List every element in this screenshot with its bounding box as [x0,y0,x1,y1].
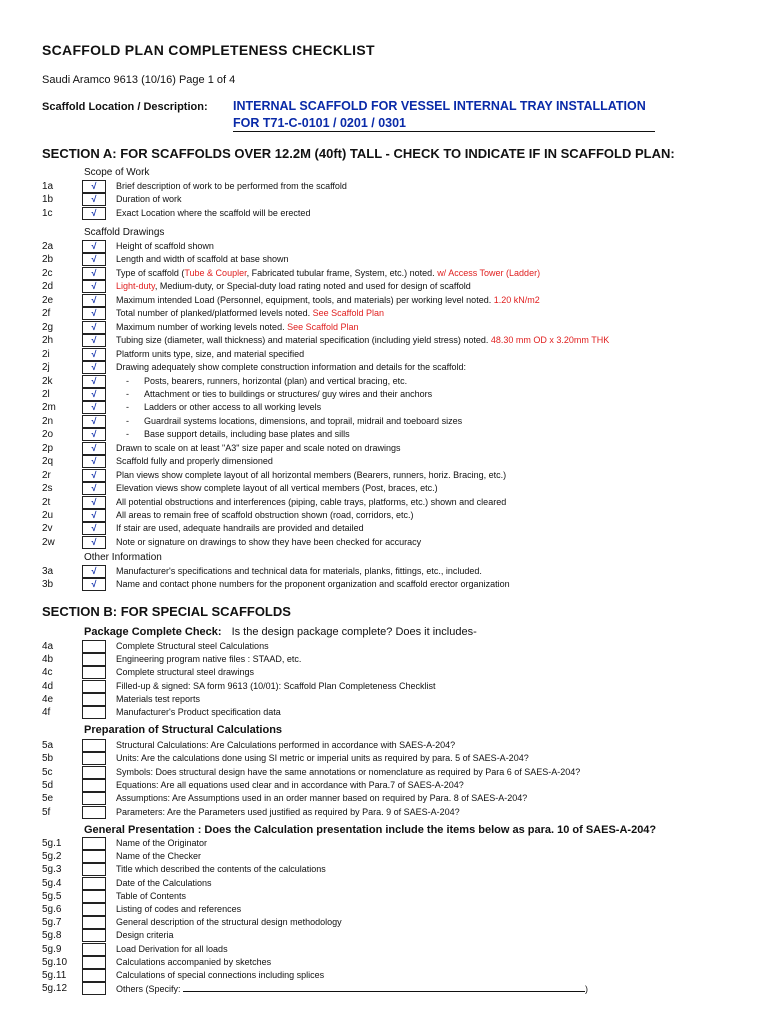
checklist-row [0,903,768,916]
checklist-row [0,307,768,320]
item-text: Title which described the contents of the calculations [116,864,326,875]
item-number: 4e [42,693,54,705]
item-number: 5d [42,779,54,791]
checkbox[interactable]: √ [82,578,106,591]
section-b-title: SECTION B: FOR SPECIAL SCAFFOLDS [42,604,291,619]
item-number: 5b [42,753,54,765]
checklist-row [0,267,768,280]
checklist-row [0,943,768,956]
item-text: Exact Location where the scaffold will be erected [116,207,311,218]
general-presentation-heading: General Presentation : Does the Calculation presentation include the items below as para. 10 of SAES-A-204? [84,824,657,836]
item-number: 5g.3 [42,864,62,876]
checkbox[interactable] [82,956,106,969]
item-dash: - [126,402,129,413]
item-text: Structural Calculations: Are Calculations performed in accordance with SAES-A-204? [116,740,456,750]
item-number: 2r [42,469,51,481]
item-text: Design criteria [116,930,174,941]
item-text: - Ladders or other access to all working levels [126,402,322,413]
item-dash: - [126,375,129,386]
item-text: All areas to remain free of scaffold obstruction shown (road, corridors, etc.) [116,510,414,520]
item-text: Equations: Are all equations used clear and in accordance with Para.7 of SAES-A-204? [116,779,464,790]
item-number: 1c [42,207,53,219]
checklist-row [0,348,768,361]
location-label: Scaffold Location / Description: [42,101,208,113]
item-number: 5g.6 [42,904,62,915]
item-number: 5g.1 [42,838,62,849]
specify-input[interactable] [183,982,585,992]
checklist-row [0,509,768,522]
location-description-line2[interactable]: FOR T71-C-0101 / 0201 / 0301 [233,116,655,132]
item-number: 5g.9 [42,943,62,955]
item-text-part: , Medium-duty, or Special-duty load rating noted and used for design of scaffold [154,281,471,292]
item-number: 2u [42,510,54,521]
item-number: 5a [42,740,54,751]
item-number: 2h [42,335,54,347]
plan-value-note: See Scaffold Plan [312,308,385,319]
item-number: 5e [42,793,54,805]
item-number: 5f [42,806,51,818]
item-text: Load Derivation for all loads [116,943,228,954]
checkbox[interactable]: √ [82,267,106,280]
item-number: 5g.4 [42,877,62,889]
checklist-row [0,680,768,693]
checkbox[interactable]: √ [82,348,106,361]
checkbox[interactable] [82,903,106,916]
item-text: Units: Are the calculations done using SI metric or imperial units as required by para. 5 of SAES-A-204? [116,753,529,764]
item-text [116,307,384,320]
item-text: Date of the Calculations [116,877,212,888]
item-text: If stair are used, adequate handrails are provided and detailed [116,523,364,534]
item-text: Elevation views show complete layout of all vertical members (Post, braces, etc.) [116,483,438,494]
checklist-row [0,706,768,719]
item-number: 5g.8 [42,930,62,942]
item-number: 2k [42,375,53,387]
item-number: 4c [42,667,53,679]
checklist-row [0,565,768,578]
item-text-part: Type of scaffold ( [116,267,185,278]
item-text-part: Maximum number of working levels noted. [116,321,288,332]
checklist-row [0,863,768,876]
checkbox[interactable] [82,837,106,850]
checkbox[interactable] [82,890,106,903]
checklist-row [0,280,768,293]
item-number: 5g.11 [42,970,67,981]
item-number: 2f [42,308,51,320]
item-text: Assumptions: Are Assumptions used in an order manner based on required by Para. 8 of SAES-A-204? [116,793,528,804]
item-text: All potential obstructions and interferences (piping, cable trays, platforms, etc.) shown and cleared [116,496,507,507]
checkbox[interactable] [82,752,106,765]
item-text [116,267,540,280]
checklist-row [0,401,768,414]
checkbox[interactable] [82,943,106,956]
item-number: 2v [42,523,53,535]
group-heading: Other Information [84,552,162,563]
checkbox[interactable]: √ [82,536,106,549]
item-text: Calculations of special connections including splices [116,970,325,980]
checkbox[interactable]: √ [82,565,106,578]
item-number: 5g.12 [42,983,68,995]
item-number: 2g [42,321,54,333]
item-text: - Posts, bearers, runners, horizontal (plan) and vertical bracing, etc. [126,375,408,386]
plan-value-note: 1.20 kN/m2 [493,294,540,305]
checklist-row [0,240,768,253]
checkbox[interactable] [82,640,106,653]
checkbox[interactable]: √ [82,240,106,253]
package-check-question: Is the design package complete? Does it includes- [231,626,477,638]
checklist-row [0,956,768,969]
checkbox[interactable] [82,982,106,995]
package-check-heading [84,626,477,638]
section-a-title: SECTION A: FOR SCAFFOLDS OVER 12.2M (40ft) TALL - CHECK TO INDICATE IF IN SCAFFOLD PLAN: [42,146,675,161]
checklist-row [0,253,768,266]
checklist-row [0,877,768,890]
checklist-row [0,361,768,374]
checklist-row [0,890,768,903]
item-dash: - [126,415,129,426]
item-text: Symbols: Does structural design have the same annotations or nomenclature as required by Para 6 of SAES-A-204? [116,766,581,777]
checkbox[interactable]: √ [82,253,106,266]
item-number: 2i [42,348,50,360]
checklist-row [0,455,768,468]
checklist-row [0,415,768,428]
item-number: 2q [42,456,54,468]
checklist-row [0,375,768,388]
item-text: Manufacturer's specifications and technical data for materials, planks, fittings, etc., included. [116,566,482,576]
item-number: 5c [42,766,53,778]
form-reference: Saudi Aramco 9613 (10/16) Page 1 of 4 [42,74,236,86]
item-text-part: Total number of planked/platformed levels noted. [116,308,313,319]
checklist-row [0,536,768,549]
checklist-row [0,837,768,850]
checkbox[interactable]: √ [82,280,106,293]
checkbox[interactable] [82,916,106,929]
item-number: 4d [42,680,54,692]
group-heading: Scaffold Drawings [84,227,165,238]
checkbox[interactable] [82,792,106,805]
item-number: 2o [42,429,54,441]
checkbox[interactable] [82,929,106,942]
checklist-row [0,653,768,666]
item-number: 2a [42,241,54,252]
item-number: 1a [42,181,54,192]
item-number: 2l [42,388,50,400]
item-text: Duration of work [116,194,182,205]
item-number: 2s [42,483,53,495]
checklist-row [0,442,768,455]
checkbox[interactable]: √ [82,361,106,374]
item-text-part: , Fabricated tubular frame, System, etc.) noted. [246,267,438,278]
checkbox[interactable]: √ [82,334,106,347]
item-text: Listing of codes and references [116,904,242,914]
checkbox[interactable]: √ [82,455,106,468]
item-number: 3b [42,579,54,591]
item-text [116,294,540,307]
page-title: SCAFFOLD PLAN COMPLETENESS CHECKLIST [42,42,375,58]
checklist-row [0,850,768,863]
item-text: Filled-up & signed: SA form 9613 (10/01): Scaffold Plan Completeness Checklist [116,680,436,691]
item-number: 2j [42,362,50,374]
item-number: 2p [42,442,54,454]
checklist-row [0,482,768,495]
item-text: Materials test reports [116,693,201,704]
checklist-row [0,469,768,482]
checkbox[interactable] [82,850,106,863]
group-heading: Scope of Work [84,167,150,178]
item-text: Length and width of scaffold at base shown [116,254,289,265]
location-description-line1[interactable]: INTERNAL SCAFFOLD FOR VESSEL INTERNAL TRAY INSTALLATION [233,99,646,113]
item-number: 4f [42,707,51,718]
checklist-row [0,578,768,591]
checkbox[interactable] [82,739,106,752]
checkbox[interactable]: √ [82,415,106,428]
item-text-part: Maximum intended Load (Personnel, equipment, tools, and materials) per working level noted. [116,294,494,305]
checkbox[interactable]: √ [82,482,106,495]
item-text: - Guardrail systems locations, dimensions, and toprail, midrail and toeboard sizes [126,415,463,426]
item-number: 2b [42,254,54,266]
item-number: 4a [42,641,54,652]
item-text [116,334,609,347]
item-text: Plan views show complete layout of all horizontal members (Bearers, runners, horiz. Bracing, etc.) [116,469,507,480]
checklist-row [0,969,768,982]
item-number: 2c [42,267,53,279]
checkbox[interactable] [82,666,106,679]
item-number: 4b [42,654,54,666]
plan-value-note: 48.30 mm OD x 3.20mm THK [490,335,610,346]
checkbox[interactable]: √ [82,388,106,401]
item-number: 3a [42,566,54,577]
item-number: 2e [42,294,54,306]
item-text: Height of scaffold shown [116,241,214,251]
item-text: Name of the Originator [116,838,208,848]
item-text-part: Tubing size (diameter, wall thickness) and material specification (including yield stress) noted. [116,335,491,346]
checkbox[interactable] [82,969,106,982]
checkbox[interactable]: √ [82,307,106,320]
item-number: 5g.7 [42,917,62,929]
checkbox[interactable]: √ [82,180,106,193]
item-text: Platform units type, size, and material specified [116,348,305,359]
checklist-row [0,916,768,929]
checkbox[interactable] [82,779,106,792]
item-text: Note or signature on drawings to show they have been checked for accuracy [116,536,422,547]
checklist-row [0,693,768,706]
checklist-row [0,739,768,752]
item-dash: - [126,429,129,440]
package-check-label: Package Complete Check: [84,626,222,638]
item-number: 2d [42,281,54,293]
item-text: Name of the Checker [116,851,202,862]
item-number: 5g.10 [42,956,68,968]
checkbox[interactable]: √ [82,428,106,441]
checkbox[interactable] [82,877,106,890]
checkbox[interactable]: √ [82,442,106,455]
item-text: Scaffold fully and properly dimensioned [116,456,273,467]
checkbox[interactable]: √ [82,496,106,509]
item-text [116,280,471,293]
checkbox[interactable]: √ [82,509,106,522]
item-text: - Attachment or ties to buildings or structures/ guy wires and their anchors [126,388,433,399]
preparation-heading: Preparation of Structural Calculations [84,724,283,736]
plan-value-note: See Scaffold Plan [287,321,359,332]
checkbox[interactable] [82,653,106,666]
plan-value-note: w/ Access Tower (Ladder) [437,267,541,278]
checkbox[interactable]: √ [82,207,106,220]
item-text [116,321,358,334]
checklist-row [0,752,768,765]
item-dash: - [126,388,129,399]
checklist-row [0,982,768,995]
checkbox[interactable]: √ [82,321,106,334]
item-text: Parameters: Are the Parameters used justified as required by Para. 9 of SAES-A-204? [116,806,460,817]
item-text: General description of the structural design methodology [116,917,342,928]
checkbox[interactable] [82,766,106,779]
item-text: - Base support details, including base plates and sills [126,429,350,440]
checkbox[interactable]: √ [82,522,106,535]
checklist-row [0,929,768,942]
checkbox[interactable]: √ [82,375,106,388]
checkbox[interactable] [82,706,106,719]
item-text: Engineering program native files : STAAD, etc. [116,654,302,665]
checkbox[interactable]: √ [82,193,106,206]
item-text: Calculations accompanied by sketches [116,956,272,967]
checkbox[interactable] [82,806,106,819]
checklist-row [0,522,768,535]
checklist-row [0,294,768,307]
item-number: 2t [42,496,51,508]
checklist-row [0,334,768,347]
checklist-row [0,193,768,206]
item-text: Others (Specify: ) [116,984,589,995]
checklist-row [0,388,768,401]
checkbox[interactable]: √ [82,294,106,307]
checkbox[interactable]: √ [82,401,106,414]
plan-value-note: Tube & Coupler [184,267,247,278]
checklist-row [0,666,768,679]
item-text: Drawing adequately show complete construction information and details for the scaffold: [116,362,467,373]
item-text: Table of Contents [116,890,187,901]
checklist-row [0,428,768,441]
checklist-row [0,496,768,509]
item-text: Name and contact phone numbers for the proponent organization and scaffold erector organization [116,579,510,590]
item-number: 1b [42,194,54,206]
checkbox[interactable] [82,680,106,693]
checklist-row [0,766,768,779]
checklist-row [0,207,768,220]
item-text: Complete structural steel drawings [116,667,255,678]
checkbox[interactable]: √ [82,469,106,482]
checkbox[interactable] [82,863,106,876]
item-number: 2m [42,402,56,414]
checklist-row [0,180,768,193]
checklist-row [0,806,768,819]
checkbox[interactable] [82,693,106,706]
checklist-row [0,792,768,805]
item-text: Brief description of work to be performed from the scaffold [116,181,347,191]
item-number: 2w [42,536,55,548]
item-number: 5g.2 [42,851,62,863]
item-text: Manufacturer's Product specification data [116,707,281,717]
checklist-row [0,640,768,653]
item-number: 2n [42,415,54,427]
item-text: Complete Structural steel Calculations [116,641,269,651]
plan-value-note: Light-duty [116,281,155,292]
checklist-row [0,321,768,334]
item-number: 5g.5 [42,890,62,902]
checklist-row [0,779,768,792]
item-text: Drawn to scale on at least "A3" size paper and scale noted on drawings [116,442,401,453]
